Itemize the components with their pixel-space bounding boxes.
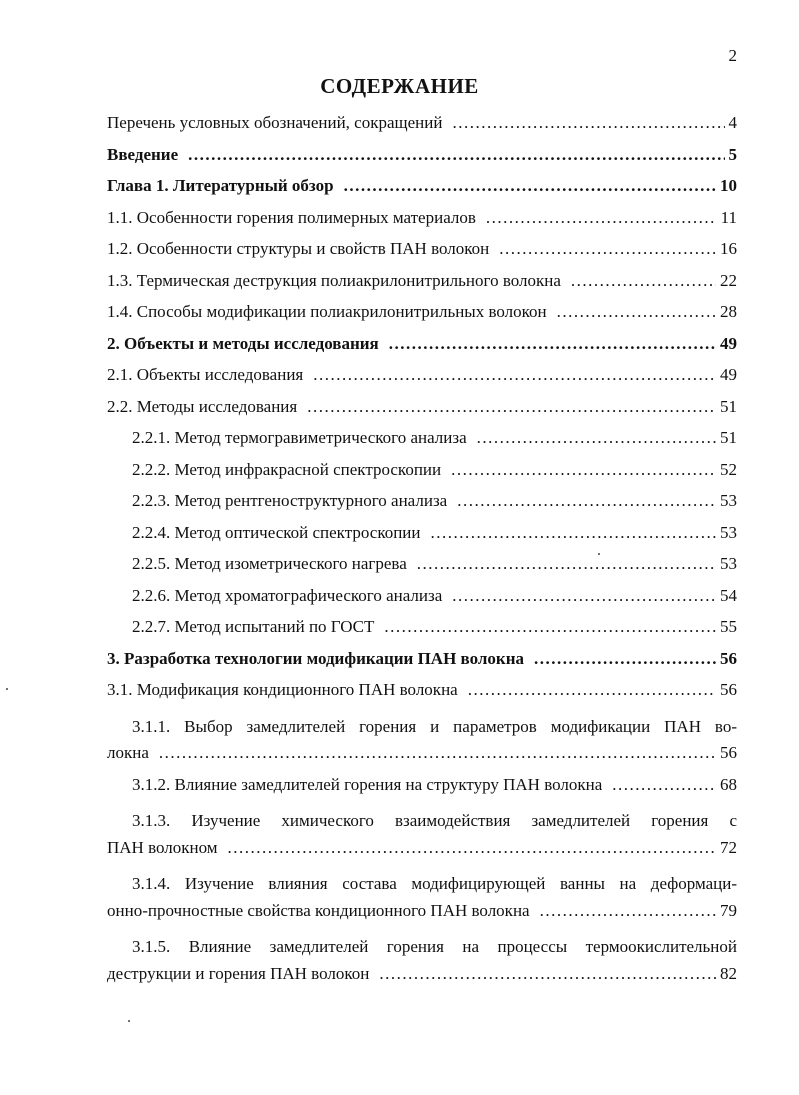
dot-leader [384,616,716,638]
toc-entry-title-line1: 3.1.4. Изучение влияния состава модифицирующей ванны на деформаци- [132,874,737,893]
toc-entry-title: 1.3. Термическая деструкция полиакрилонитрильного волокна [107,270,561,290]
toc-entry-title-line2: онно-прочностные свойства кондиционного ПАН волокна [107,900,530,920]
toc-entry-3-1 [107,679,737,711]
dot-leader [457,490,716,512]
page-title: СОДЕРЖАНИЕ [320,74,479,98]
toc-entry-page: 28 [720,302,737,321]
dot-leader [477,427,716,449]
toc-entry-page: 4 [728,113,737,132]
dot-leader [389,333,716,355]
toc-entry-page: 54 [720,585,737,605]
dot-leader [344,175,716,197]
toc-entry-page: 53 [720,554,737,573]
toc-entry-2-2-2 [107,459,737,491]
table-of-contents [107,112,737,994]
toc-entry-page: 82 [720,963,737,983]
dot-leader [188,144,724,166]
toc-entry-1-4 [107,301,737,333]
dot-leader [612,774,716,796]
toc-entry-introduction [107,144,737,176]
toc-entry-title: Введение [107,144,179,164]
toc-entry-3-1-4 [107,868,737,931]
toc-entry-title: 2.2. Методы исследования [107,396,298,416]
page-number: 2 [728,46,737,65]
toc-entry-title: 2.2.7. Метод испытаний по ГОСТ [132,617,375,636]
dot-leader [468,679,716,701]
toc-entry-2-2-1 [107,427,737,459]
toc-entry-title: 2.2.4. Метод оптической спектроскопии [132,522,421,542]
toc-entry-2-2-6 [107,585,737,617]
dot-leader [228,837,716,859]
toc-entry-3-1-5 [107,931,737,994]
scan-speck [598,553,600,555]
dot-leader [379,963,716,985]
toc-entry-abbreviations [107,112,737,144]
toc-entry-title-line1: 3.1.5. Влияние замедлителей горения на процессы термоокислительной [132,937,737,956]
toc-entry-title: 3. Разработка технологии модификации ПАН волокна [107,648,525,668]
toc-entry-1-1 [107,207,737,239]
toc-entry-title: 1.4. Способы модификации полиакрилонитрильных волокон [107,302,547,321]
toc-entry-2-1 [107,364,737,396]
toc-entry-title-line2: ПАН волокном [107,837,218,857]
toc-entry-title: 2.1. Объекты исследования [107,365,304,384]
toc-entry-page: 51 [720,428,737,447]
toc-entry-chapter-2 [107,333,737,365]
toc-entry-page: 53 [720,522,737,542]
toc-entry-3-1-1 [107,711,737,774]
dot-leader [540,900,716,922]
toc-entry-3-1-2 [107,774,737,806]
toc-entry-page: 68 [720,774,737,794]
toc-entry-2-2-5 [107,553,737,585]
toc-entry-title: 3.1.2. Влияние замедлителей горения на структуру ПАН волокна [132,774,603,794]
toc-entry-page: 5 [728,144,737,164]
scan-speck [6,688,8,690]
toc-entry-continuation [107,742,737,774]
toc-entry-2-2 [107,396,737,428]
toc-entry-page: 49 [720,333,737,353]
toc-entry-page: 55 [720,617,737,636]
dot-leader [452,585,716,607]
toc-entry-3-1-3 [107,805,737,868]
dot-leader [571,270,716,292]
toc-entry-continuation [107,963,737,995]
toc-entry-page: 51 [720,396,737,416]
dot-leader [313,364,716,386]
dot-leader [451,459,716,481]
toc-entry-page: 72 [720,837,737,857]
dot-leader [431,522,716,544]
toc-entry-2-2-3 [107,490,737,522]
dot-leader [499,238,716,260]
toc-entry-title: Перечень условных обозначений, сокращений [107,113,443,132]
toc-entry-page: 22 [720,270,737,290]
dot-leader [452,112,724,134]
dot-leader [557,301,716,323]
toc-entry-page: 10 [720,176,737,195]
toc-entry-title: Глава 1. Литературный обзор [107,176,334,195]
dot-leader [417,553,716,575]
toc-entry-title-line1: 3.1.1. Выбор замедлителей горения и параметров модификации ПАН во- [132,716,737,736]
toc-entry-1-3 [107,270,737,302]
toc-entry-continuation [107,837,737,869]
toc-entry-page: 56 [720,743,737,762]
toc-entry-page: 56 [720,648,737,668]
toc-entry-page: 52 [720,459,737,479]
toc-entry-title: 2.2.6. Метод хроматографического анализа [132,585,443,605]
dot-leader [534,648,716,670]
toc-entry-title: 1.2. Особенности структуры и свойств ПАН волокон [107,239,490,258]
toc-entry-chapter-1 [107,175,737,207]
toc-entry-page: 79 [720,900,737,920]
toc-entry-continuation [107,900,737,932]
toc-entry-1-2 [107,238,737,270]
toc-entry-page: 16 [720,239,737,258]
toc-entry-2-2-7 [107,616,737,648]
toc-entry-title: 2.2.5. Метод изометрического нагрева [132,554,407,573]
toc-entry-title: 2.2.3. Метод рентгеноструктурного анализа [132,491,448,510]
toc-entry-title-line2: деструкции и горения ПАН волокон [107,963,370,983]
toc-entry-page: 56 [720,680,737,699]
toc-entry-title-line2: локна [107,743,149,762]
scan-speck [128,1020,130,1022]
dot-leader [307,396,716,418]
toc-entry-2-2-4 [107,522,737,554]
toc-entry-title: 1.1. Особенности горения полимерных материалов [107,207,476,227]
toc-entry-title-line1: 3.1.3. Изучение химического взаимодействия замедлителей горения с [132,811,737,830]
toc-entry-page: 53 [720,491,737,510]
toc-entry-chapter-3 [107,648,737,680]
dot-leader [159,742,716,764]
toc-entry-title: 2.2.1. Метод термогравиметрического анализа [132,428,467,447]
dot-leader [486,207,717,229]
toc-entry-title: 2. Объекты и методы исследования [107,333,379,353]
toc-entry-page: 49 [720,365,737,384]
toc-entry-title: 3.1. Модификация кондиционного ПАН волокна [107,680,458,699]
toc-entry-title: 2.2.2. Метод инфракрасной спектроскопии [132,459,442,479]
toc-entry-page: 11 [720,207,737,227]
